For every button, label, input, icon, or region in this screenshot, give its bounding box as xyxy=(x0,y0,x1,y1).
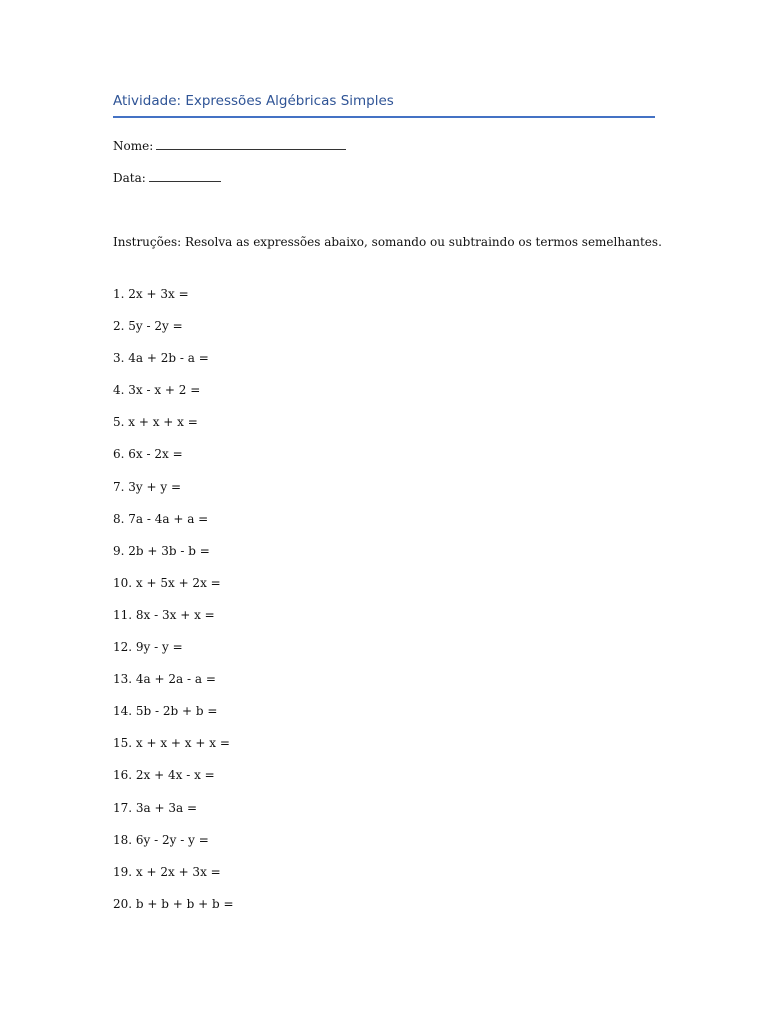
name-field xyxy=(113,139,346,153)
exercise-item: 11. 8x - 3x + x = xyxy=(113,607,215,622)
exercise-item: 7. 3y + y = xyxy=(113,479,182,494)
exercise-item: 17. 3a + 3a = xyxy=(113,800,198,815)
date-label: Data: xyxy=(113,171,146,185)
date-blank-line xyxy=(149,171,221,182)
exercise-item: 13. 4a + 2a - a = xyxy=(113,672,216,687)
exercise-item: 10. x + 5x + 2x = xyxy=(113,575,221,590)
exercise-item: 9. 2b + 3b - b = xyxy=(113,543,210,558)
exercise-item: 15. x + x + x + x = xyxy=(113,736,230,751)
exercise-item: 14. 5b - 2b + b = xyxy=(113,704,218,719)
exercise-item: 19. x + 2x + 3x = xyxy=(113,864,221,879)
name-blank-line xyxy=(156,139,346,150)
date-field xyxy=(113,171,221,185)
exercise-item: 8. 7a - 4a + a = xyxy=(113,511,209,526)
exercise-item: 4. 3x - x + 2 = xyxy=(113,383,201,398)
title-underline xyxy=(113,116,655,118)
exercise-list xyxy=(113,286,234,928)
exercise-item: 18. 6y - 2y - y = xyxy=(113,832,209,847)
exercise-item: 3. 4a + 2b - a = xyxy=(113,351,209,366)
exercise-item: 16. 2x + 4x - x = xyxy=(113,768,215,783)
name-label: Nome: xyxy=(113,139,154,153)
exercise-item: 20. b + b + b + b = xyxy=(113,896,234,911)
exercise-item: 6. 6x - 2x = xyxy=(113,447,183,462)
exercise-item: 2. 5y - 2y = xyxy=(113,319,183,334)
worksheet-title: Atividade: Expressões Algébricas Simples xyxy=(113,93,394,109)
worksheet-page xyxy=(113,0,662,1024)
exercise-item: 12. 9y - y = xyxy=(113,640,183,655)
instructions-text: Instruções: Resolva as expressões abaixo, somando ou subtraindo os termos semelhantes. xyxy=(113,235,662,249)
exercise-item: 5. x + x + x = xyxy=(113,415,198,430)
exercise-item: 1. 2x + 3x = xyxy=(113,287,189,301)
